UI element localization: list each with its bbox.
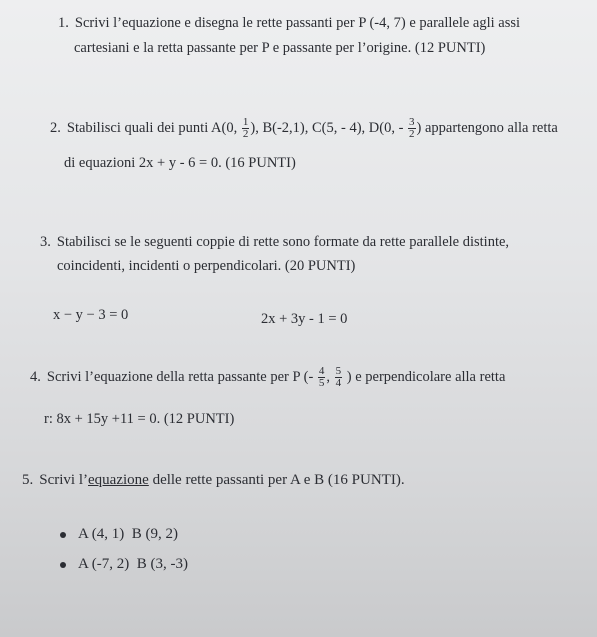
fraction-denominator: 5 [318,377,325,389]
question-1-line-2: cartesiani e la retta passante per P e passante per l’origine. (12 PUNTI) [74,40,486,56]
bullet-icon [60,562,66,568]
question-4-text-a: Scrivi l’equazione della retta passante per P (- [46,368,314,385]
question-1-number: 1. [58,15,69,31]
fraction-denominator: 4 [335,377,342,389]
point-a: A (4, 1) [78,526,125,542]
question-2-line-2: di equazioni 2x + y - 6 = 0. (16 PUNTI) [64,155,296,171]
question-4-text-b: ) e perpendicolare alla retta [346,368,506,385]
question-2-number: 2. [50,119,61,136]
fraction-one-half [242,117,250,140]
fraction-numerator: 4 [318,365,325,377]
question-4-line-2: r: 8x + 15y +11 = 0. (12 PUNTI) [44,411,235,427]
fraction-three-halves [408,117,416,140]
question-5-number: 5. [22,472,34,488]
question-5-text-a: Scrivi l’ [39,472,88,488]
question-4-number: 4. [30,368,41,385]
equation-1: x − y − 3 = 0 [53,307,129,323]
list-item [60,525,178,543]
underlined-word: equazione [88,472,149,488]
question-3-line-2: coincidenti, incidenti o perpendicolari. (20 PUNTI) [57,258,356,274]
fraction-four-fifths [318,366,326,389]
question-3-number: 3. [40,234,51,250]
point-b: B (3, -3) [136,556,188,572]
fraction-denominator: 2 [242,128,249,140]
question-3-text: Stabilisci se le seguenti coppie di rette sono formate da rette parallele distinte, [56,234,510,250]
fraction-five-fourths [335,366,343,389]
question-4-line-1 [30,366,505,389]
question-5-line-1 [22,471,405,489]
point-b: B (9, 2) [131,526,178,542]
question-2-line-1 [50,117,558,140]
question-2-text-c: ) appartengono alla retta [416,119,558,136]
list-item [60,555,188,573]
equation-2: 2x + 3y - 1 = 0 [261,311,348,327]
fraction-denominator: 2 [409,128,415,140]
question-3-line-1 [40,234,509,251]
bullet-icon [60,532,66,538]
fraction-numerator: 5 [335,365,342,377]
question-2-text-a: Stabilisci quali dei punti A(0, [66,119,238,136]
fraction-numerator: 1 [242,116,249,128]
question-1-text: Scrivi l’equazione e disegna le rette passanti per P (-4, 7) e parallele agli assi [74,15,521,31]
fraction-numerator: 3 [409,116,415,128]
question-2-text-b: ), B(-2,1), C(5, - 4), D(0, - [250,119,404,136]
fraction-separator: , [326,368,331,385]
question-5-text-b: delle rette passanti per A e B (16 PUNTI). [152,472,405,488]
point-a: A (-7, 2) [78,556,130,572]
question-1-line-1 [58,15,520,32]
